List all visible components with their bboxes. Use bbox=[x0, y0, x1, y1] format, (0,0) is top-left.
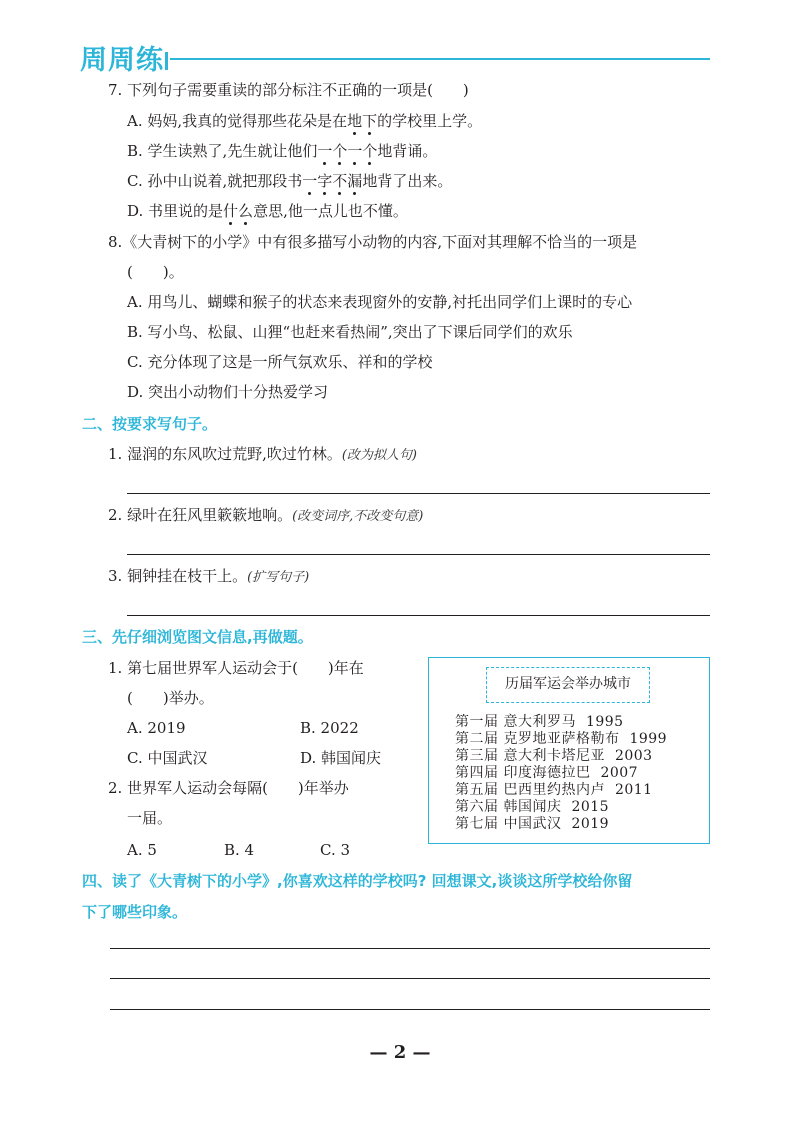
sec3-q1-option-d[interactable]: D. 韩国闻庆 bbox=[300, 749, 382, 767]
q7-c-emph-4: 漏 bbox=[347, 172, 363, 190]
answer-line-2[interactable] bbox=[127, 554, 710, 555]
q7-b-post: 地背诵。 bbox=[377, 142, 438, 160]
info-row-4 bbox=[455, 765, 638, 782]
info-row-1-label: 第一届 bbox=[455, 714, 499, 730]
info-box-title: 历届军运会举办城市 bbox=[486, 667, 650, 703]
info-row-7 bbox=[455, 816, 609, 833]
info-row-5-city: 巴西里约热内卢 bbox=[503, 782, 605, 798]
sec2-item-1-instruction: (改为拟人句) bbox=[341, 448, 418, 463]
sec2-item-3-text: 3. 铜钟挂在枝干上。 bbox=[108, 567, 248, 585]
info-row-1-city: 意大利罗马 bbox=[503, 714, 576, 730]
info-row-6-label: 第六届 bbox=[455, 799, 499, 815]
info-row-5-label: 第五届 bbox=[455, 782, 499, 798]
q8-option-c[interactable]: C. 充分体现了这是一所气氛欢乐、祥和的学校 bbox=[127, 353, 433, 371]
q7-c-emph-1: 一 bbox=[302, 172, 318, 190]
info-row-6-year: 2015 bbox=[571, 799, 610, 815]
page-number: — 2 — bbox=[369, 1042, 431, 1063]
sec2-item-2 bbox=[108, 505, 423, 527]
info-row-7-year: 2019 bbox=[571, 816, 610, 832]
brand-bar bbox=[165, 52, 168, 70]
q8-option-a[interactable]: A. 用鸟儿、蝴蝶和猴子的状态来表现窗外的安静,衬托出同学们上课时的专心 bbox=[127, 293, 633, 311]
q8-stem: 8.《大青树下的小学》中有很多描写小动物的内容,下面对其理解不恰当的一项是 bbox=[108, 233, 638, 251]
q7-c-post: 地背了出来。 bbox=[362, 172, 453, 190]
q7-d-emph-1: 什 bbox=[223, 202, 239, 220]
q7-a-pre: A. 妈妈,我真的觉得那些花朵是在 bbox=[127, 112, 348, 130]
q7-option-b[interactable] bbox=[127, 141, 437, 161]
info-row-1 bbox=[455, 714, 624, 731]
q7-a-post: 的学校里上学。 bbox=[377, 112, 483, 130]
sec3-q2-option-b[interactable]: B. 4 bbox=[224, 841, 255, 859]
sec3-q2-line1: 2. 世界军人运动会每隔( )年举办 bbox=[108, 779, 349, 797]
section-4-title-line1: 四、读了《大青树下的小学》,你喜欢这样的学校吗? 回想课文,谈谈这所学校给你留 bbox=[82, 872, 633, 890]
info-row-7-city: 中国武汉 bbox=[503, 816, 562, 832]
sec3-q2-option-a[interactable]: A. 5 bbox=[127, 841, 157, 859]
info-row-4-year: 2007 bbox=[600, 765, 639, 781]
answer-line-4[interactable] bbox=[110, 948, 710, 949]
answer-line-5[interactable] bbox=[110, 978, 710, 979]
sec3-q1-option-c[interactable]: C. 中国武汉 bbox=[127, 749, 208, 767]
info-row-2-year: 1999 bbox=[629, 731, 668, 747]
sec2-item-2-text: 2. 绿叶在狂风里簌簌地响。 bbox=[108, 506, 293, 524]
q7-option-d[interactable] bbox=[127, 201, 408, 221]
sec2-item-1 bbox=[108, 444, 417, 466]
q7-b-emph-1: 一 bbox=[317, 142, 333, 160]
sec2-item-2-instruction: (改变词序,不改变句意) bbox=[292, 509, 424, 524]
info-row-2 bbox=[455, 731, 667, 748]
q8-option-d[interactable]: D. 突出小动物们十分热爱学习 bbox=[127, 383, 329, 401]
brand-title: 周周练 bbox=[80, 45, 164, 76]
sec3-q2-option-c[interactable]: C. 3 bbox=[320, 841, 351, 859]
sec3-q1-line1: 1. 第七届世界军人运动会于( )年在 bbox=[108, 659, 364, 677]
info-row-3-label: 第三届 bbox=[455, 748, 499, 764]
answer-line-3[interactable] bbox=[127, 615, 710, 616]
q7-stem: 7. 下列句子需要重读的部分标注不正确的一项是( ) bbox=[108, 81, 469, 99]
q8-option-b[interactable]: B. 写小鸟、松鼠、山狸“也赶来看热闹”,突出了下课后同学们的欢乐 bbox=[127, 323, 573, 341]
info-row-1-year: 1995 bbox=[585, 714, 624, 730]
info-row-5 bbox=[455, 782, 653, 799]
info-row-7-label: 第七届 bbox=[455, 816, 499, 832]
q7-c-emph-2: 字 bbox=[317, 172, 333, 190]
section-2-title: 二、按要求写句子。 bbox=[82, 415, 218, 433]
q7-b-emph-2: 个 bbox=[332, 142, 348, 160]
info-row-3-city: 意大利卡塔尼亚 bbox=[503, 748, 605, 764]
answer-line-1[interactable] bbox=[127, 493, 710, 494]
info-row-2-label: 第二届 bbox=[455, 731, 499, 747]
section-4-title-line2: 下了哪些印象。 bbox=[82, 903, 188, 921]
info-row-3-year: 2003 bbox=[614, 748, 653, 764]
q7-d-emph-2: 么 bbox=[238, 202, 254, 220]
info-box bbox=[428, 657, 710, 844]
q8-paren: ( )。 bbox=[127, 263, 184, 281]
sec2-item-3 bbox=[108, 566, 309, 588]
info-row-4-label: 第四届 bbox=[455, 765, 499, 781]
sec3-q1-option-b[interactable]: B. 2022 bbox=[300, 719, 359, 737]
answer-line-6[interactable] bbox=[110, 1009, 710, 1010]
sec2-item-3-instruction: (扩写句子) bbox=[247, 570, 310, 585]
sec3-q1-option-a[interactable]: A. 2019 bbox=[127, 719, 186, 737]
q7-b-emph-3: 一 bbox=[347, 142, 363, 160]
q7-a-emph-1: 地 bbox=[347, 112, 363, 130]
q7-c-emph-3: 不 bbox=[332, 172, 348, 190]
q7-a-emph-2: 下 bbox=[362, 112, 378, 130]
q7-b-emph-4: 个 bbox=[362, 142, 378, 160]
q7-d-post: 意思,他一点儿也不懂。 bbox=[253, 202, 408, 220]
brand-rule bbox=[170, 58, 710, 60]
q7-c-pre: C. 孙中山说着,就把那段书 bbox=[127, 172, 303, 190]
q7-option-c[interactable] bbox=[127, 171, 452, 191]
info-row-6 bbox=[455, 799, 609, 816]
info-row-2-city: 克罗地亚萨格勒布 bbox=[503, 731, 620, 747]
q7-option-a[interactable] bbox=[127, 111, 482, 131]
q7-d-pre: D. 书里说的是 bbox=[127, 202, 224, 220]
info-row-3 bbox=[455, 748, 653, 765]
info-row-6-city: 韩国闻庆 bbox=[503, 799, 562, 815]
info-row-4-city: 印度海德拉巴 bbox=[503, 765, 591, 781]
info-row-5-year: 2011 bbox=[614, 782, 653, 798]
sec3-q2-line2: 一届。 bbox=[127, 809, 173, 827]
q7-b-pre: B. 学生读熟了,先生就让他们 bbox=[127, 142, 318, 160]
sec3-q1-line2: ( )举办。 bbox=[127, 689, 214, 707]
section-3-title: 三、先仔细浏览图文信息,再做题。 bbox=[82, 628, 313, 646]
sec2-item-1-text: 1. 湿润的东风吹过荒野,吹过竹林。 bbox=[108, 445, 342, 463]
